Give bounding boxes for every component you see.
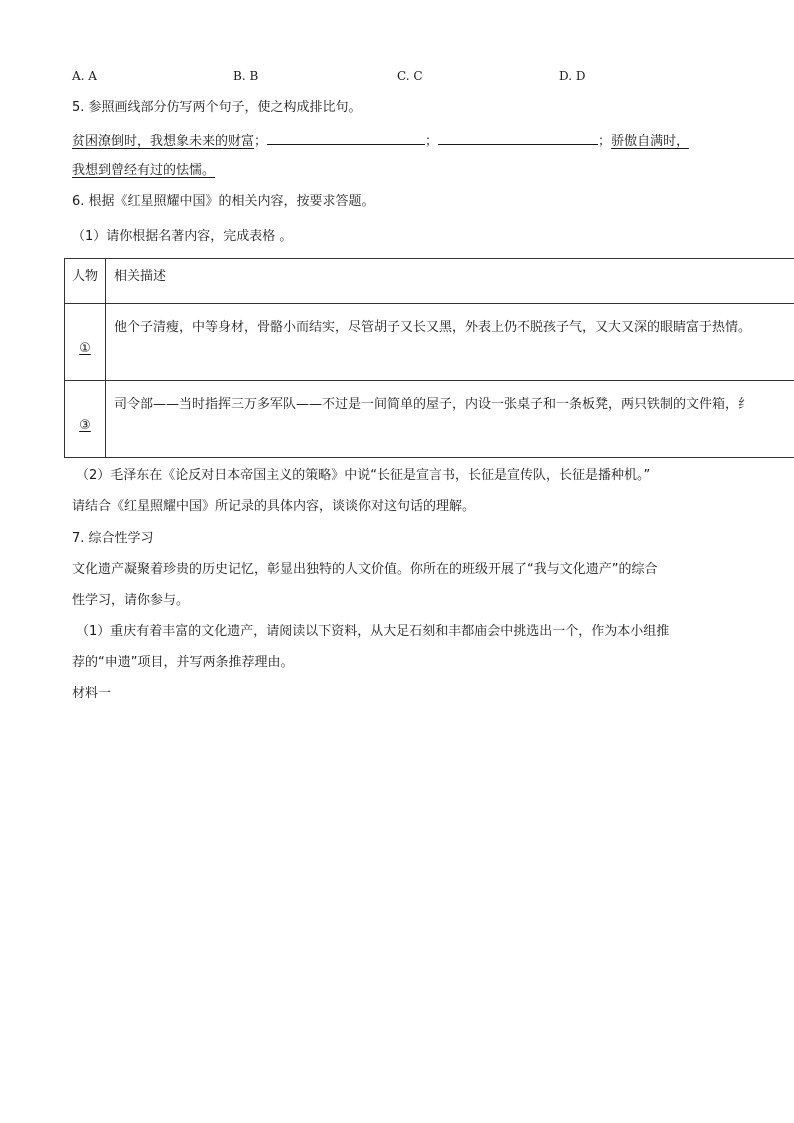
option-d[interactable]: D. D [559, 69, 586, 83]
table-row-description: 他个子清瘦，中等身材，骨骼小而结实，尽管胡子又长又黑，外表上仍不脱孩子气，又大又深的眼睛富于热情。 [106, 304, 794, 381]
q6-sub2-line1: （2）毛泽东在《论反对日本帝国主义的策略》中说“长征是宣言书，长征是宣传队，长征是播种机。” [76, 468, 651, 483]
q5-sentence-line1 [72, 130, 689, 152]
q7-sub1-line1: （1）重庆有着丰富的文化遗产，请阅读以下资料，从大足石刻和丰都庙会中挑选出一个，作为本小组推 [76, 624, 670, 639]
q7-material-label: 材料一 [72, 686, 112, 701]
q5-separator-3: ； [598, 134, 612, 149]
option-c[interactable]: C. C [397, 69, 423, 83]
q6-table [64, 258, 794, 458]
option-b[interactable]: B. B [233, 69, 259, 83]
q7-sub1-line2: 荐的“申遗”项目，并写两条推荐理由。 [72, 655, 294, 670]
q5-underlined-start: 贫困潦倒时，我想象未来的财富 [72, 134, 255, 149]
option-a[interactable]: A. A [72, 69, 97, 83]
table-row-number[interactable]: ① [65, 304, 106, 381]
table-row [65, 304, 794, 381]
q6-stem: 6. 根据《红星照耀中国》的相关内容，按要求答题。 [72, 194, 375, 209]
q7-title: 7. 综合性学习 [72, 531, 154, 546]
q7-intro-line1: 文化遗产凝聚着珍贵的历史记忆，彰显出独特的人文价值。你所在的班级开展了“我与文化遗产”的综合 [72, 562, 658, 577]
q5-stem: 5. 参照画线部分仿写两个句子，使之构成排比句。 [72, 100, 362, 115]
table-row [65, 381, 794, 458]
q5-underlined-end: 骄傲自满时， [611, 134, 690, 149]
q6-sub2-line2: 请结合《红星照耀中国》所记录的具体内容，谈谈你对这句话的理解。 [72, 499, 476, 514]
table-header-row [65, 259, 794, 304]
q5-blank-2[interactable] [438, 130, 598, 145]
q6-sub1: （1）请你根据名著内容，完成表格 。 [72, 229, 293, 244]
q5-separator-2: ； [425, 134, 439, 149]
table-header-person: 人物 [65, 259, 106, 304]
q5-underlined-line2: 我想到曾经有过的怯懦。 [72, 163, 216, 178]
q7-intro-line2: 性学习，请你参与。 [72, 593, 190, 608]
q5-blank-1[interactable] [267, 130, 425, 145]
q5-separator-1: ； [254, 134, 268, 149]
q5-sentence-line2 [72, 161, 215, 181]
table-header-description: 相关描述 [106, 259, 794, 304]
answer-options [72, 66, 722, 86]
table-row-number[interactable]: ③ [65, 381, 106, 458]
table-row-description: 司令部——当时指挥三万多军队——不过是一间简单的屋子，内设一张桌子和一条板凳，两只铁制的文件箱，纟 [106, 381, 794, 458]
